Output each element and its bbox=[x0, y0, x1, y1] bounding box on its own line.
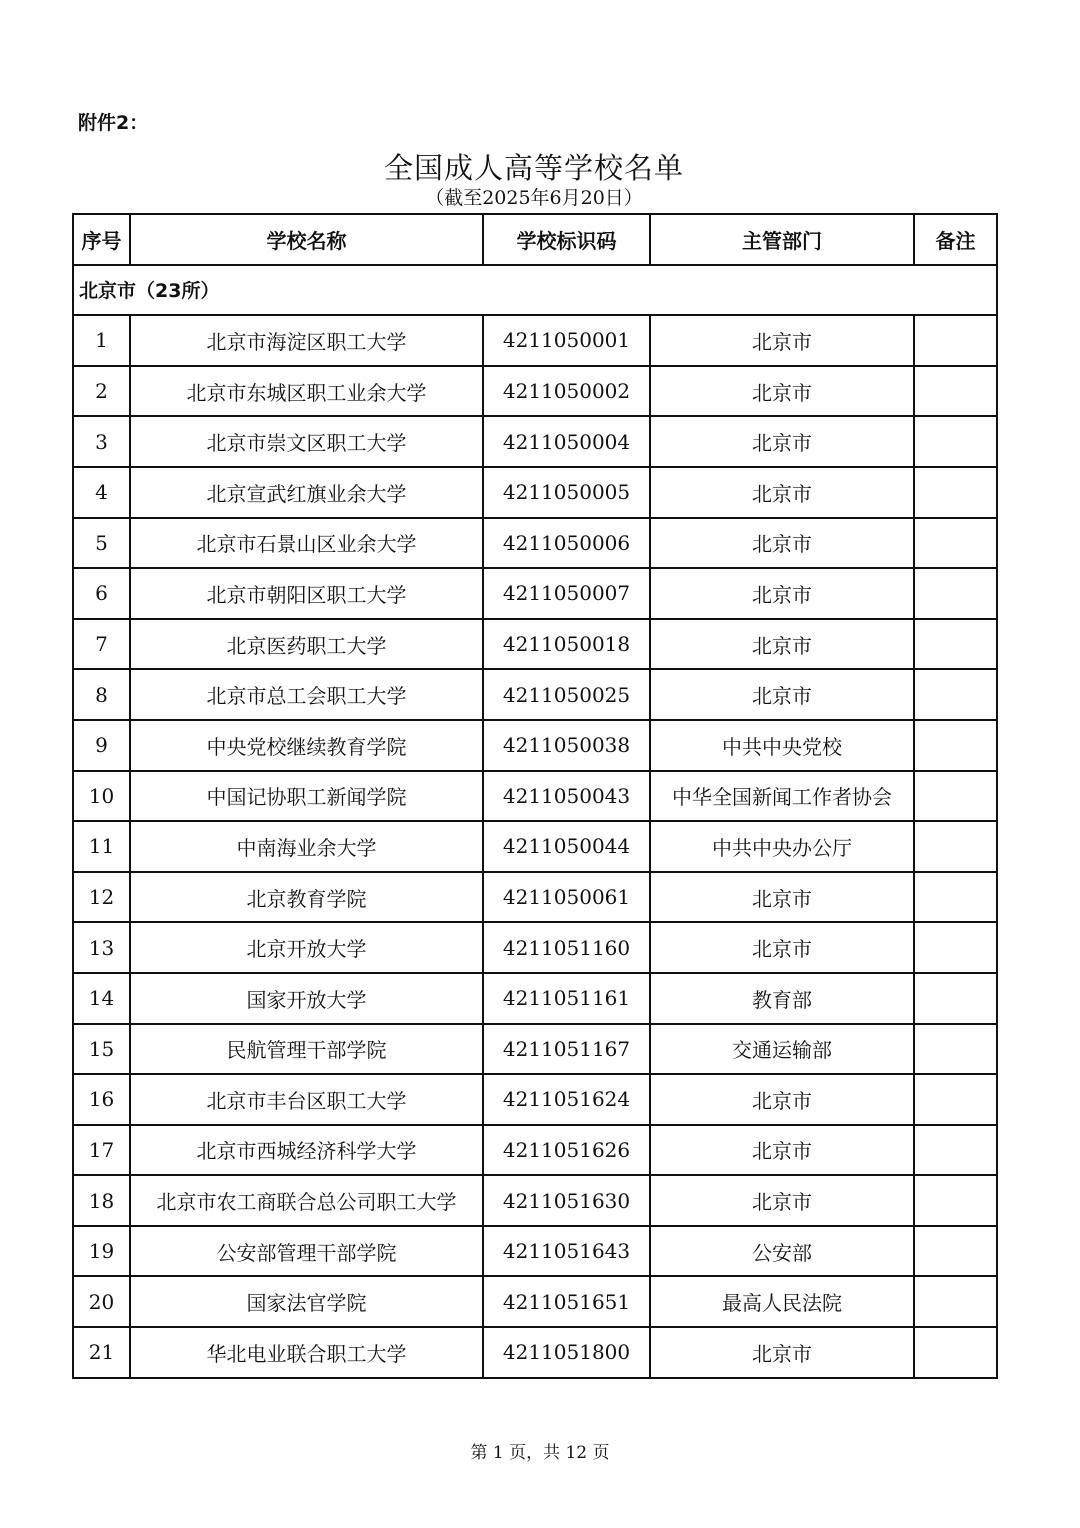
cell-department: 中共中央办公厅 bbox=[650, 821, 914, 872]
cell-school-name: 北京市西城经济科学大学 bbox=[130, 1125, 483, 1176]
cell-department: 北京市 bbox=[650, 922, 914, 973]
cell-department: 最高人民法院 bbox=[650, 1276, 914, 1327]
cell-index: 1 bbox=[73, 315, 130, 366]
cell-department: 北京市 bbox=[650, 1327, 914, 1378]
cell-index: 2 bbox=[73, 366, 130, 417]
cell-school-code: 4211051800 bbox=[483, 1327, 650, 1378]
table-row bbox=[73, 973, 997, 1024]
header-note: 备注 bbox=[914, 214, 997, 265]
cell-note bbox=[914, 771, 997, 822]
cell-department: 北京市 bbox=[650, 518, 914, 569]
cell-index: 19 bbox=[73, 1226, 130, 1277]
cell-school-name: 北京市崇文区职工大学 bbox=[130, 416, 483, 467]
cell-index: 21 bbox=[73, 1327, 130, 1378]
table-row bbox=[73, 1226, 997, 1277]
cell-index: 4 bbox=[73, 467, 130, 518]
cell-department: 北京市 bbox=[650, 366, 914, 417]
cell-school-code: 4211050005 bbox=[483, 467, 650, 518]
cell-school-name: 公安部管理干部学院 bbox=[130, 1226, 483, 1277]
table-row bbox=[73, 416, 997, 467]
cell-school-name: 北京开放大学 bbox=[130, 922, 483, 973]
cell-index: 16 bbox=[73, 1074, 130, 1125]
header-department: 主管部门 bbox=[650, 214, 914, 265]
cell-department: 教育部 bbox=[650, 973, 914, 1024]
cell-note bbox=[914, 973, 997, 1024]
cell-department: 北京市 bbox=[650, 619, 914, 670]
cell-school-code: 4211050004 bbox=[483, 416, 650, 467]
table-row bbox=[73, 568, 997, 619]
table-row bbox=[73, 315, 997, 366]
document-title: 全国成人高等学校名单 bbox=[383, 151, 684, 185]
cell-note bbox=[914, 872, 997, 923]
cell-school-code: 4211050018 bbox=[483, 619, 650, 670]
cell-index: 10 bbox=[73, 771, 130, 822]
cell-note bbox=[914, 669, 997, 720]
cell-note bbox=[914, 1024, 997, 1075]
cell-school-name: 中央党校继续教育学院 bbox=[130, 720, 483, 771]
cell-index: 8 bbox=[73, 669, 130, 720]
cell-school-code: 4211051624 bbox=[483, 1074, 650, 1125]
cell-school-name: 北京市总工会职工大学 bbox=[130, 669, 483, 720]
cell-school-name: 北京市海淀区职工大学 bbox=[130, 315, 483, 366]
cell-index: 20 bbox=[73, 1276, 130, 1327]
table-row bbox=[73, 821, 997, 872]
cell-school-name: 国家法官学院 bbox=[130, 1276, 483, 1327]
cell-school-name: 北京市朝阳区职工大学 bbox=[130, 568, 483, 619]
cell-school-code: 4211050043 bbox=[483, 771, 650, 822]
table-row bbox=[73, 1125, 997, 1176]
cell-department: 公安部 bbox=[650, 1226, 914, 1277]
cell-school-code: 4211050044 bbox=[483, 821, 650, 872]
cell-note bbox=[914, 467, 997, 518]
cell-index: 6 bbox=[73, 568, 130, 619]
cell-index: 18 bbox=[73, 1175, 130, 1226]
cell-department: 中共中央党校 bbox=[650, 720, 914, 771]
cell-school-name: 北京教育学院 bbox=[130, 872, 483, 923]
cell-note bbox=[914, 619, 997, 670]
cell-school-name: 华北电业联合职工大学 bbox=[130, 1327, 483, 1378]
cell-note bbox=[914, 1125, 997, 1176]
cell-department: 北京市 bbox=[650, 315, 914, 366]
cell-school-code: 4211050002 bbox=[483, 366, 650, 417]
cell-school-name: 中国记协职工新闻学院 bbox=[130, 771, 483, 822]
table-row bbox=[73, 872, 997, 923]
cell-index: 15 bbox=[73, 1024, 130, 1075]
header-school-name: 学校名称 bbox=[130, 214, 483, 265]
cell-note bbox=[914, 1226, 997, 1277]
cell-school-code: 4211051630 bbox=[483, 1175, 650, 1226]
cell-department: 北京市 bbox=[650, 669, 914, 720]
cell-note bbox=[914, 416, 997, 467]
table-row bbox=[73, 771, 997, 822]
table-row bbox=[73, 619, 997, 670]
cell-school-name: 北京市丰台区职工大学 bbox=[130, 1074, 483, 1125]
cell-school-name: 北京市东城区职工业余大学 bbox=[130, 366, 483, 417]
cell-index: 14 bbox=[73, 973, 130, 1024]
table-row bbox=[73, 1327, 997, 1378]
table-row bbox=[73, 1074, 997, 1125]
cell-note bbox=[914, 568, 997, 619]
cell-index: 12 bbox=[73, 872, 130, 923]
cell-school-code: 4211050061 bbox=[483, 872, 650, 923]
cell-department: 北京市 bbox=[650, 1125, 914, 1176]
cell-school-name: 民航管理干部学院 bbox=[130, 1024, 483, 1075]
table-header-row bbox=[73, 214, 997, 265]
cell-note bbox=[914, 1175, 997, 1226]
cell-school-name: 北京医药职工大学 bbox=[130, 619, 483, 670]
header-index: 序号 bbox=[73, 214, 130, 265]
cell-school-name: 北京市农工商联合总公司职工大学 bbox=[130, 1175, 483, 1226]
cell-school-code: 4211050038 bbox=[483, 720, 650, 771]
cell-school-code: 4211050007 bbox=[483, 568, 650, 619]
header-school-code: 学校标识码 bbox=[483, 214, 650, 265]
document-subtitle: （截至2025年6月20日） bbox=[425, 187, 643, 209]
cell-note bbox=[914, 821, 997, 872]
table-row bbox=[73, 518, 997, 569]
cell-index: 13 bbox=[73, 922, 130, 973]
region-label: 北京市（23所） bbox=[73, 265, 997, 316]
cell-note bbox=[914, 1327, 997, 1378]
cell-note bbox=[914, 315, 997, 366]
table-row bbox=[73, 467, 997, 518]
attachment-label: 附件2： bbox=[78, 112, 149, 134]
table-row bbox=[73, 922, 997, 973]
cell-school-code: 4211051167 bbox=[483, 1024, 650, 1075]
cell-department: 北京市 bbox=[650, 872, 914, 923]
cell-index: 9 bbox=[73, 720, 130, 771]
cell-department: 北京市 bbox=[650, 467, 914, 518]
cell-department: 交通运输部 bbox=[650, 1024, 914, 1075]
cell-note bbox=[914, 518, 997, 569]
cell-index: 5 bbox=[73, 518, 130, 569]
table-row bbox=[73, 1175, 997, 1226]
cell-note bbox=[914, 922, 997, 973]
cell-index: 3 bbox=[73, 416, 130, 467]
table-row bbox=[73, 366, 997, 417]
cell-note bbox=[914, 366, 997, 417]
cell-school-code: 4211051160 bbox=[483, 922, 650, 973]
cell-department: 北京市 bbox=[650, 416, 914, 467]
cell-school-code: 4211051626 bbox=[483, 1125, 650, 1176]
table-row bbox=[73, 1276, 997, 1327]
cell-index: 11 bbox=[73, 821, 130, 872]
region-row bbox=[73, 265, 997, 316]
school-list-table bbox=[72, 213, 998, 1379]
cell-department: 北京市 bbox=[650, 1175, 914, 1226]
cell-department: 北京市 bbox=[650, 568, 914, 619]
cell-school-name: 国家开放大学 bbox=[130, 973, 483, 1024]
cell-note bbox=[914, 1074, 997, 1125]
cell-school-code: 4211051643 bbox=[483, 1226, 650, 1277]
cell-school-name: 北京市石景山区业余大学 bbox=[130, 518, 483, 569]
cell-index: 7 bbox=[73, 619, 130, 670]
page-footer: 第 1 页，共 12 页 bbox=[470, 1443, 610, 1463]
cell-index: 17 bbox=[73, 1125, 130, 1176]
cell-school-code: 4211050006 bbox=[483, 518, 650, 569]
cell-school-name: 北京宣武红旗业余大学 bbox=[130, 467, 483, 518]
table-row bbox=[73, 1024, 997, 1075]
cell-school-name: 中南海业余大学 bbox=[130, 821, 483, 872]
cell-department: 中华全国新闻工作者协会 bbox=[650, 771, 914, 822]
cell-school-code: 4211050001 bbox=[483, 315, 650, 366]
table-row bbox=[73, 720, 997, 771]
cell-note bbox=[914, 720, 997, 771]
cell-school-code: 4211050025 bbox=[483, 669, 650, 720]
cell-department: 北京市 bbox=[650, 1074, 914, 1125]
cell-note bbox=[914, 1276, 997, 1327]
table-row bbox=[73, 669, 997, 720]
cell-school-code: 4211051651 bbox=[483, 1276, 650, 1327]
cell-school-code: 4211051161 bbox=[483, 973, 650, 1024]
